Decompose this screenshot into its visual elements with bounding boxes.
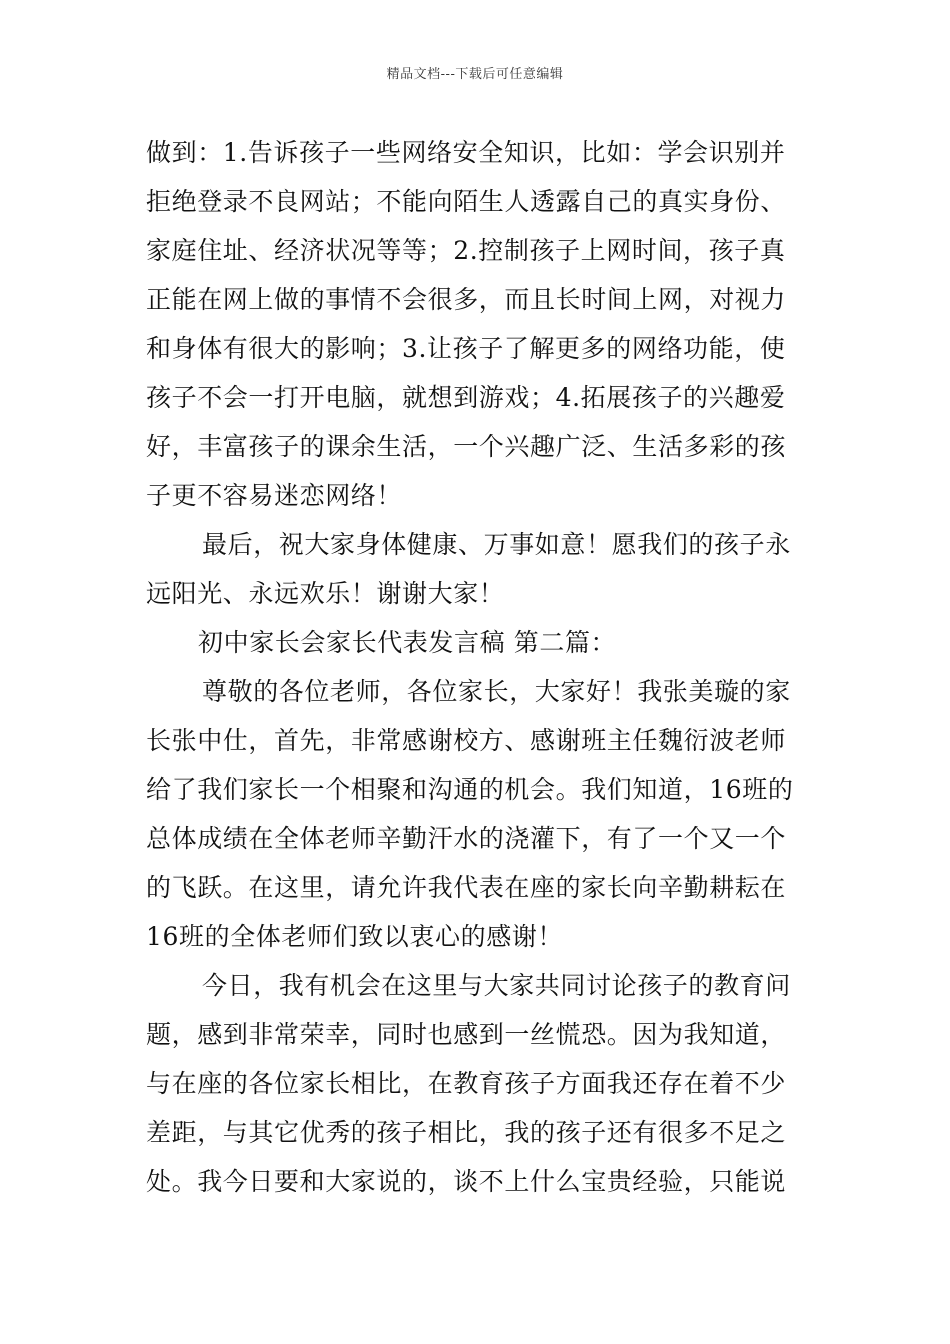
text-line: 的飞跃。在这里，请允许我代表在座的家长向辛勤耕耘在 (146, 873, 787, 902)
text-line: 处。我今日要和大家说的，谈不上什么宝贵经验，只能说 (146, 1167, 787, 1196)
text-line: 拒绝登录不良网站；不能向陌生人透露自己的真实身份、 (146, 187, 787, 216)
text-line: 做到：1.告诉孩子一些网络安全知识，比如：学会识别并 (146, 138, 786, 167)
text-line: 16班的全体老师们致以衷心的感谢！ (146, 922, 564, 951)
text-line: 子更不容易迷恋网络！ (146, 481, 403, 510)
text-line: 与在座的各位家长相比，在教育孩子方面我还存在着不少 (146, 1069, 787, 1098)
paragraph-start-line: 今日，我有机会在这里与大家共同讨论孩子的教育问 (202, 971, 791, 1000)
section-heading: 初中家长会家长代表发言稿 第二篇： (198, 628, 617, 657)
text-line: 和身体有很大的影响；3.让孩子了解更多的网络功能，使 (146, 334, 786, 363)
text-line: 好，丰富孩子的课余生活，一个兴趣广泛、生活多彩的孩 (146, 432, 787, 461)
text-line: 长张中仕，首先，非常感谢校方、感谢班主任魏衍波老师 (146, 726, 787, 755)
text-line: 题，感到非常荣幸，同时也感到一丝慌恐。因为我知道， (146, 1020, 787, 1049)
text-line: 总体成绩在全体老师辛勤汗水的浇灌下，有了一个又一个 (146, 824, 787, 853)
paragraph-start-line: 最后，祝大家身体健康、万事如意！愿我们的孩子永 (202, 530, 791, 559)
text-line: 孩子不会一打开电脑，就想到游戏；4.拓展孩子的兴趣爱 (146, 383, 786, 412)
text-line: 远阳光、永远欢乐！谢谢大家！ (146, 579, 505, 608)
document-body (146, 128, 806, 1206)
paragraph-start-line: 尊敬的各位老师，各位家长，大家好！我张美璇的家 (202, 677, 791, 706)
text-line: 正能在网上做的事情不会很多，而且长时间上网，对视力 (146, 285, 787, 314)
text-line: 给了我们家长一个相聚和沟通的机会。我们知道，16班的 (146, 775, 794, 804)
text-line: 家庭住址、经济状况等等；2.控制孩子上网时间，孩子真 (146, 236, 786, 265)
page-header: 精品文档---下载后可任意编辑 (386, 67, 564, 82)
text-line: 差距，与其它优秀的孩子相比，我的孩子还有很多不足之 (146, 1118, 787, 1147)
